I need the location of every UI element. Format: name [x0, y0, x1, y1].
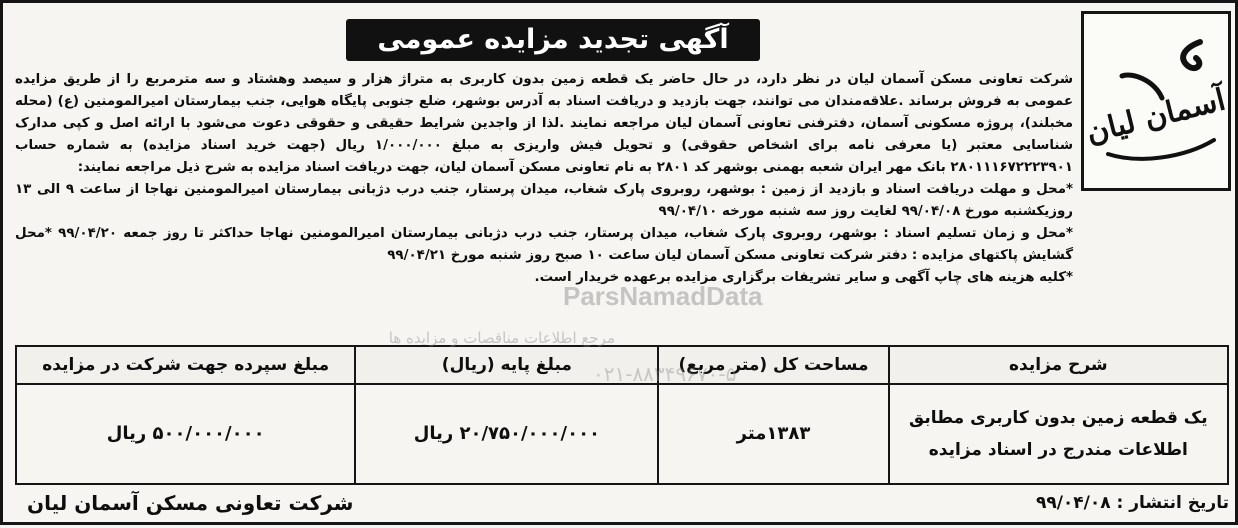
- cell-area: ۱۳۸۳متر: [658, 384, 888, 484]
- header-area: مساحت کل (متر مربع): [658, 346, 888, 384]
- description-line-2: اطلاعات مندرج در اسناد مزایده: [928, 440, 1188, 460]
- header-deposit: مبلغ سپرده جهت شرکت در مزایده: [16, 346, 355, 384]
- notice-footer: [3, 485, 1238, 521]
- header-description: شرح مزایده: [889, 346, 1228, 384]
- company-signature: شرکت تعاونی مسکن آسمان لیان: [27, 491, 354, 515]
- cell-base-price: ۲۰/۷۵۰/۰۰۰/۰۰۰ ریال: [355, 384, 658, 484]
- watermark-line-1: مرجع اطلاعات مناقصات و مزایده ها: [388, 329, 615, 347]
- logo-brand-text: آسمان لیان: [1082, 82, 1229, 151]
- notice-item-documents: *محل و مهلت دریافت اسناد و بازدید از زمین : بوشهر، روبروی پارک شغاب، میدان پرستار، جنب درب دژبانی بیمارستان امیرالمومنین نهاجا از ساعت ۹ الی ۱۳ روزیکشنبه مورخ ۹۹/۰۴/۰۸ لغایت روز سه شنبه مورخه ۹۹/۰۴/۱۰: [15, 182, 1073, 219]
- watermark-line-2: ۰۲۱-۸۸۳۴۹۶۷۰-۵: [593, 362, 737, 386]
- notice-intro: شرکت تعاونی مسکن آسمان لیان در نظر دارد، در حال حاضر یک قطعه زمین بدون کاربری به متراژ هزار و سیصد وهشتاد و سه مترمربع را از طریق مزایده عمومی به فروش برساند .علاقه‌مندان می توانند، جهت بازدید و دریافت اسناد به آدرس بوشهر، ضلع جنوبی پایگاه هوایی، جنب بیمارستان امیرالمومنین (ع) (محله مخبلند)، پروژه مسکونی آسمان، دفترفنی تعاونی آسمان لیان مراجعه نمایند .لذا از واجدین شرایط حقیقی و حقوقی دعوت می‌شود با ارائه اصل و کپی مدارک شناسایی معتبر (یا معرفی نامه برای اشخاص حقوقی) و تحویل فیش واریزی به مبلغ ۱/۰۰۰/۰۰۰ ریال (جهت خرید اسناد مزایده) به شماره حساب ۲۸۰۱۱۱۶۷۲۲۲۳۹۰۱ بانک مهر ایران شعبه بهمنی بوشهر کد ۲۸۰۱ به نام تعاونی مسکن آسمان لیان، جهت دریافت اسناد مزایده به شرح ذیل مراجعه نمایند:: [15, 72, 1073, 175]
- table-row: [16, 384, 1228, 484]
- notice-headline: آگهی تجدید مزایده عمومی: [346, 19, 760, 61]
- cell-description: [889, 384, 1228, 484]
- auction-table: [15, 345, 1229, 485]
- watermark-brand: ParsNamadData: [563, 281, 763, 311]
- header-base-price: مبلغ پایه (ریال): [355, 346, 658, 384]
- publish-date: تاریخ انتشار : ۹۹/۰۴/۰۸: [1035, 493, 1229, 513]
- notice-item-submission: *محل و زمان تسلیم اسناد : بوشهر، روبروی پارک شغاب، میدان پرستار، جنب درب دژبانی بیمارستان امیرالمومنین نهاجا حداکثر تا روز جمعه ۹۹/۰۴/۲۰ *محل گشایش پاکتهای مزایده : دفتر شرکت تعاونی مسکن آسمان لیان ساعت ۱۰ صبح روز شنبه مورخ ۹۹/۰۴/۲۱: [15, 226, 1073, 263]
- table-header-row: [16, 346, 1228, 384]
- notice-body: [15, 69, 1073, 289]
- notice-item-costs: *کلیه هزینه های چاپ آگهی و سایر تشریفات برگزاری مزایده برعهده خریدار است.: [534, 270, 1073, 285]
- description-line-1: یک قطعه زمین بدون کاربری مطابق: [909, 408, 1208, 428]
- company-logo: [1081, 11, 1231, 191]
- cell-deposit: ۵۰۰/۰۰۰/۰۰۰ ریال: [16, 384, 355, 484]
